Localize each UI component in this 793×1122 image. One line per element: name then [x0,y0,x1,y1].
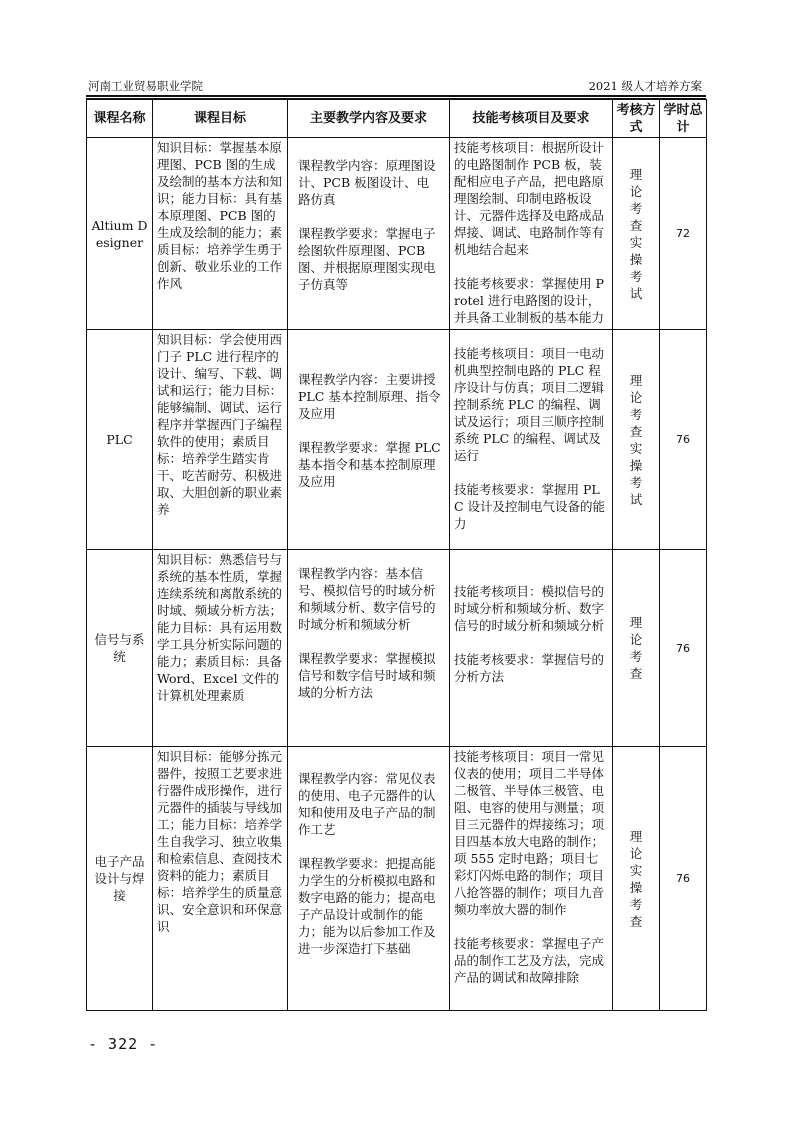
exam-method: 理论考查实操考试 [613,330,660,550]
table-row [87,330,707,550]
header-rule [86,95,706,97]
content-text: 课程教学内容：基本信号、模拟信号的时域分析和频域分析、数字信号的时域分析和频域分析 [298,566,436,632]
course-name: 电子产品设计与焊接 [87,747,153,1011]
course-name: Altium Designer [87,138,153,330]
requirement-text: 课程教学要求：掌握电子绘图软件原理图、PCB 图、并根据原理图实现电子仿真等 [298,226,436,292]
skill-item-text: 技能考核项目：项目一常见仪表的使用；项目二半导体二极管、半导体三极管、电阻、电容的使用与测量；项目三元器件的焊接练习；项目四基本放大电路的制作；项 555 定时电路；项目七彩灯闪烁电路的制作；项目八抢答器的制作；项目九音频功率放大器的制作 [454,749,605,917]
course-content [288,138,450,330]
course-goal: 知识目标：熟悉信号与系统的基本性质，掌握连续系统和离散系统的时域、频域分析方法；能力目标：具有运用数学工具分析实际问题的能力；素质目标：具备 Word、Excel 文件的计算机处理素质 [153,550,288,747]
content-text: 课程教学内容：主要讲授 PLC 基本控制原理、指令及应用 [298,372,441,421]
table-row [87,138,707,330]
plan-title: 2021 级人才培养方案 [588,79,702,93]
skill-item-text: 技能考核项目：模拟信号的时域分析和频域分析、数字信号的时域分析和频域分析 [454,584,605,633]
table-row [87,747,707,1011]
col-header-goal: 课程目标 [153,100,288,138]
skill-requirement-text: 技能考核要求：掌握使用 Protel 进行电路图的设计，并具备工业制板的基本能力 [454,276,605,325]
course-goal: 知识目标：学会使用西门子 PLC 进行程序的设计、编写、下载、调试和运行；能力目标：能够编制、调试、运行程序并掌握西门子编程软件的使用；素质目标：培养学生踏实肯干、吃苦耐劳、积极进取、大胆创新的职业素养 [153,330,288,550]
table-header-row [87,100,707,138]
exam-method: 理论实操考查 [613,747,660,1011]
skill-item-text: 技能考核项目：根据所设计的电路图制作 PCB 板，装配相应电子产品，把电路原理图绘制、印制电路板设计、元器件选择及电路成品焊接、调试、电路制作等有机地结合起来 [454,140,605,257]
total-hours: 76 [660,747,707,1011]
requirement-text: 课程教学要求：掌握 PLC 基本指令和基本控制原理及应用 [298,440,441,489]
course-name: 信号与系统 [87,550,153,747]
skill-assessment [450,330,613,550]
total-hours: 76 [660,550,707,747]
course-content [288,550,450,747]
exam-method: 理论考查 [613,550,660,747]
course-content [288,330,450,550]
skill-requirement-text: 技能考核要求：掌握信号的分析方法 [454,652,605,684]
page-header [88,79,702,93]
total-hours: 72 [660,138,707,330]
skill-item-text: 技能考核项目：项目一电动机典型控制电路的 PLC 程序设计与仿真；项目二逻辑控制系统 PLC 的编程、调试及运行；项目三顺序控制系统 PLC 的编程、调试及运行 [454,346,605,463]
table-row [87,550,707,747]
skill-assessment [450,138,613,330]
course-goal: 知识目标：掌握基本原理图、PCB 图的生成及绘制的基本方法和知识；能力目标：具有基本原理图、PCB 图的生成及绘制的能力；素质目标：培养学生勇于创新、敬业乐业的工作作风 [153,138,288,330]
col-header-hours: 学时总计 [660,100,707,138]
skill-requirement-text: 技能考核要求：掌握电子产品的制作工艺及方法，完成产品的调试和故障排除 [454,936,605,985]
content-text: 课程教学内容：原理图设计、PCB 板图设计、电路仿真 [298,158,436,207]
col-header-skill: 技能考核项目及要求 [450,100,613,138]
content-text: 课程教学内容：常见仪表的使用、电子元器件的认知和使用及电子产品的制作工艺 [298,771,436,837]
course-goal: 知识目标：能够分拣元器件，按照工艺要求进行器件成形操作，进行元器件的插装与导线加工；能力目标：培养学生自我学习、独立收集和检索信息、查阅技术资料的能力；素质目标：培养学生的质量意识、安全意识和环保意识 [153,747,288,1011]
skill-assessment [450,550,613,747]
col-header-name: 课程名称 [87,100,153,138]
school-name: 河南工业贸易职业学院 [88,79,203,93]
course-content [288,747,450,1011]
exam-method: 理论考查实操考试 [613,138,660,330]
course-name: PLC [87,330,153,550]
col-header-exam: 考核方式 [613,100,660,138]
total-hours: 76 [660,330,707,550]
skill-assessment [450,747,613,1011]
skill-requirement-text: 技能考核要求：掌握用 PLC 设计及控制电气设备的能力 [454,482,606,531]
page-number: - 322 - [88,1035,159,1053]
requirement-text: 课程教学要求：掌握模拟信号和数字信号时域和频域的分析方法 [298,651,436,700]
requirement-text: 课程教学要求：把提高能力学生的分析模拟电路和数字电路的能力；提高电子产品设计或制作的能力；能为以后参加工作及进一步深造打下基础 [298,856,436,956]
course-table [86,99,707,1011]
col-header-content: 主要教学内容及要求 [288,100,450,138]
